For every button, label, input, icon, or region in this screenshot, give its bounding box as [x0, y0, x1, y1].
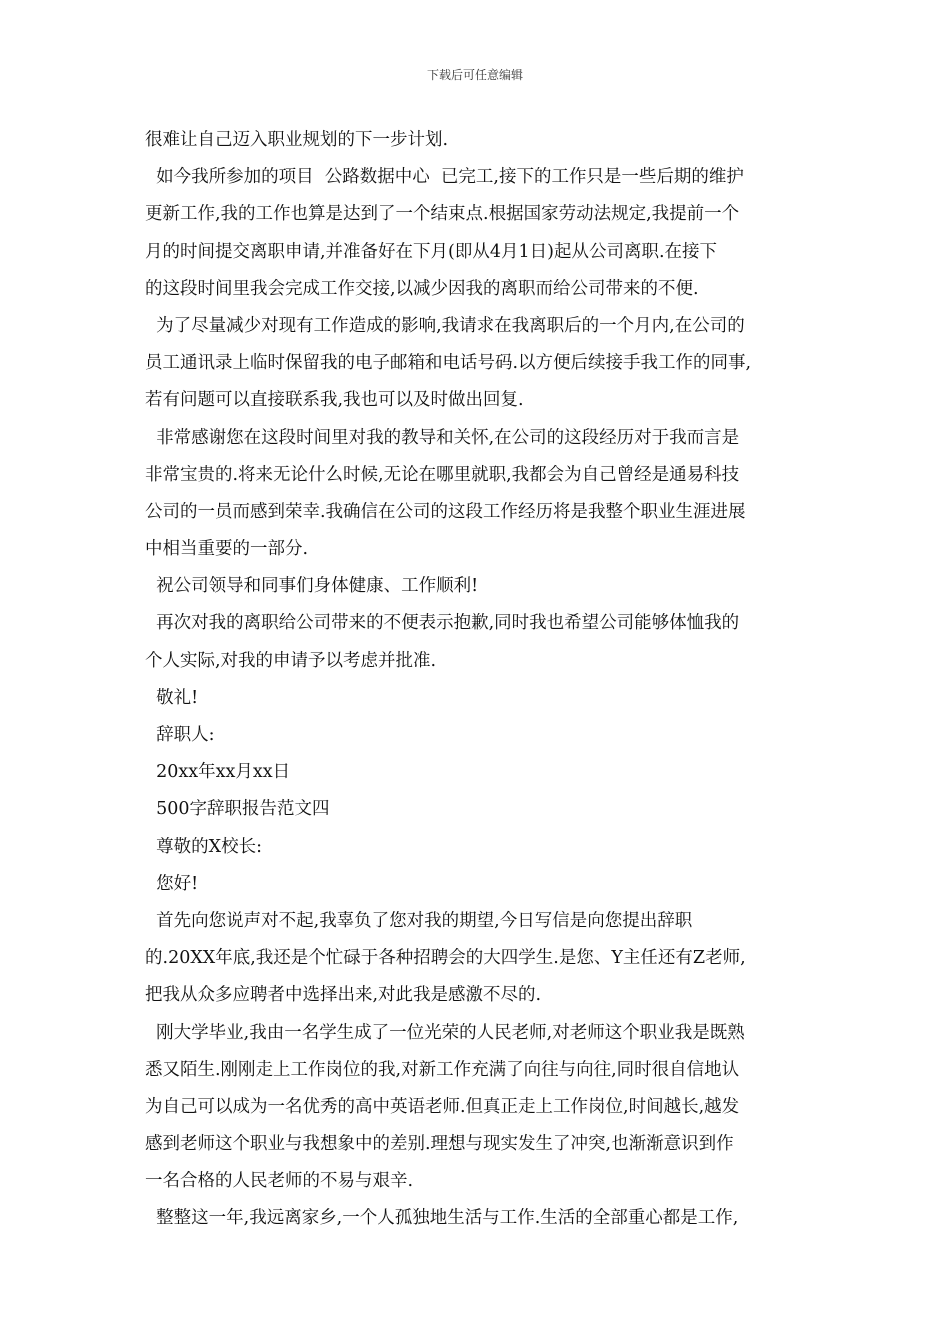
- text-line: 把我从众多应聘者中选择出来,对此我是感激不尽的.: [145, 985, 542, 1006]
- text-line: 中相当重要的一部分.: [145, 539, 309, 560]
- text-line: 祝公司领导和同事们身体健康、工作顺利!: [145, 576, 479, 597]
- text-line: 20xx年xx月xx日: [145, 762, 291, 783]
- text-line: 很难让自己迈入职业规划的下一步计划.: [145, 130, 449, 150]
- text-line: 感到老师这个职业与我想象中的差别.理想与现实发生了冲突,也渐渐意识到作: [145, 1134, 734, 1155]
- text-line: 为了尽量减少对现有工作造成的影响,我请求在我离职后的一个月内,在公司的: [145, 315, 745, 336]
- text-line: 尊敬的X校长:: [145, 836, 262, 857]
- text-line: 辞职人:: [145, 725, 215, 745]
- text-line: 更新工作,我的工作也算是达到了一个结束点.根据国家劳动法规定,我提前一个: [145, 204, 740, 225]
- text-line: 的.20XX年底,我还是个忙碌于各种招聘会的大四学生.是您、Y主任还有Z老师,: [145, 948, 746, 969]
- text-line: 若有问题可以直接联系我,我也可以及时做出回复.: [145, 390, 524, 411]
- page-header: 下载后可任意编辑: [426, 68, 523, 82]
- text-line: 如今我所参加的项目 公路数据中心 已完工,接下的工作只是一些后期的维护: [145, 167, 744, 188]
- text-line: 公司的一员而感到荣幸.我确信在公司的这段工作经历将是我整个职业生涯进展: [145, 501, 746, 522]
- text-line: 员工通讯录上临时保留我的电子邮箱和电话号码.以方便后续接手我工作的同事,: [145, 353, 752, 374]
- text-line: 500字辞职报告范文四: [145, 799, 330, 820]
- text-line: 的这段时间里我会完成工作交接,以减少因我的离职而给公司带来的不便.: [145, 278, 699, 299]
- text-line: 个人实际,对我的申请予以考虑并批准.: [145, 650, 437, 671]
- text-line: 悉又陌生.刚刚走上工作岗位的我,对新工作充满了向往与向往,同时很自信地认: [145, 1059, 740, 1080]
- text-line: 首先向您说声对不起,我辜负了您对我的期望,今日写信是向您提出辞职: [145, 910, 693, 931]
- text-line: 整整这一年,我远离家乡,一个人孤独地生活与工作.生活的全部重心都是工作,: [145, 1208, 739, 1229]
- text-line: 非常宝贵的.将来无论什么时候,无论在哪里就职,我都会为自己曾经是通易科技: [145, 464, 740, 485]
- text-line: 为自己可以成为一名优秀的高中英语老师.但真正走上工作岗位,时间越长,越发: [145, 1096, 740, 1117]
- text-line: 月的时间提交离职申请,并准备好在下月(即从4月1日)起从公司离职.在接下: [145, 241, 718, 262]
- document-body: [145, 122, 815, 1238]
- text-line: 您好!: [145, 873, 199, 894]
- text-line: 敬礼!: [145, 687, 199, 708]
- text-line: 再次对我的离职给公司带来的不便表示抱歉,同时我也希望公司能够体恤我的: [145, 613, 740, 634]
- text-line: 刚大学毕业,我由一名学生成了一位光荣的人民老师,对老师这个职业我是既熟: [145, 1022, 745, 1043]
- text-line: 一名合格的人民老师的不易与艰辛.: [145, 1171, 414, 1192]
- text-line: 非常感谢您在这段时间里对我的教导和关怀,在公司的这段经历对于我而言是: [145, 427, 740, 448]
